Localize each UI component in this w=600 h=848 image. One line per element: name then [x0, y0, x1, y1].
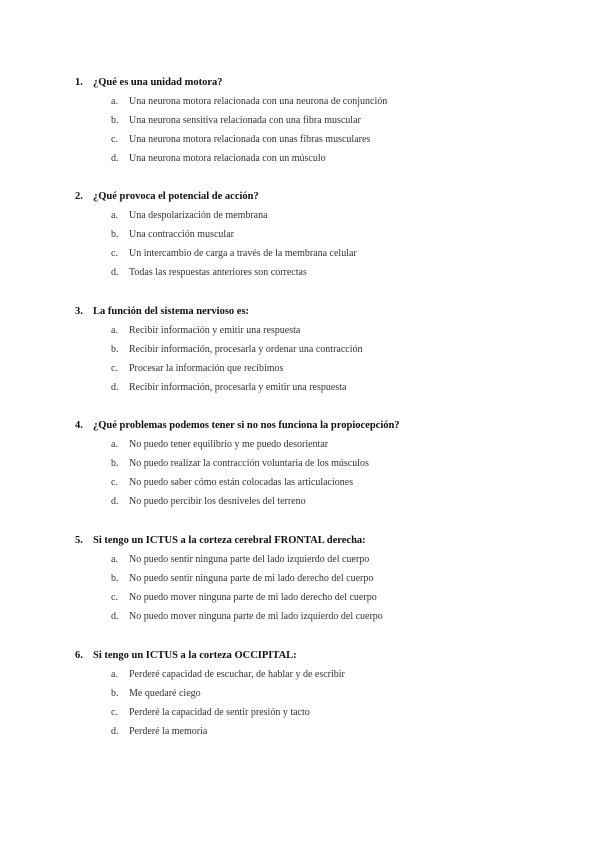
option-letter: c. [111, 363, 118, 374]
option-letter: d. [111, 726, 119, 737]
option-text: Una neurona motora relacionada con un músculo [129, 153, 326, 164]
question-text: Si tengo un ICTUS a la corteza OCCIPITAL: [93, 650, 297, 661]
question-heading [0, 189, 600, 205]
option-letter: d. [111, 611, 119, 622]
answer-option [0, 380, 600, 396]
option-text: Una despolarización de membrana [129, 210, 268, 221]
option-letter: a. [111, 96, 118, 107]
option-letter: c. [111, 592, 118, 603]
option-text: Todas las respuestas anteriores son correctas [129, 267, 307, 278]
answer-option [0, 686, 600, 702]
option-text: Recibir información, procesarla y ordenar una contracción [129, 344, 363, 355]
answer-option [0, 667, 600, 683]
option-letter: a. [111, 554, 118, 565]
answer-option [0, 724, 600, 740]
answer-option [0, 571, 600, 587]
answer-option [0, 113, 600, 129]
answer-option [0, 456, 600, 472]
option-text: Un intercambio de carga a través de la membrana celular [129, 248, 357, 259]
option-text: Recibir información y emitir una respuesta [129, 325, 301, 336]
option-letter: c. [111, 477, 118, 488]
question-text: ¿Qué problemas podemos tener si no nos funciona la propiocepción? [93, 420, 400, 431]
option-letter: a. [111, 439, 118, 450]
option-letter: c. [111, 248, 118, 259]
question-number: 5. [75, 535, 83, 546]
option-text: Perderé la memoria [129, 726, 208, 737]
option-text: No puedo realizar la contracción voluntaria de los músculos [129, 458, 369, 469]
question-heading [0, 75, 600, 91]
option-letter: a. [111, 669, 118, 680]
option-text: Perderé capacidad de escuchar, de hablar y de escribir [129, 669, 345, 680]
answer-option [0, 552, 600, 568]
question-number: 6. [75, 650, 83, 661]
option-letter: b. [111, 115, 119, 126]
answer-option [0, 609, 600, 625]
option-letter: b. [111, 573, 119, 584]
answer-option [0, 227, 600, 243]
option-letter: c. [111, 134, 118, 145]
option-letter: a. [111, 210, 118, 221]
option-text: No puedo tener equilibrio y me puedo desorientar [129, 439, 329, 450]
option-text: Una neurona sensitiva relacionada con una fibra muscular [129, 115, 361, 126]
question-number: 3. [75, 306, 83, 317]
answer-option [0, 151, 600, 167]
option-text: No puedo percibir los desniveles del terreno [129, 496, 306, 507]
answer-option [0, 132, 600, 148]
option-letter: a. [111, 325, 118, 336]
option-text: Perderé la capacidad de sentir presión y tacto [129, 707, 310, 718]
option-letter: b. [111, 344, 119, 355]
option-letter: d. [111, 153, 119, 164]
answer-option [0, 361, 600, 377]
option-letter: b. [111, 229, 119, 240]
option-text: Una neurona motora relacionada con una neurona de conjunción [129, 96, 388, 107]
option-text: Recibir información, procesarla y emitir una respuesta [129, 382, 347, 393]
question-text: Si tengo un ICTUS a la corteza cerebral FRONTAL derecha: [93, 535, 366, 546]
answer-option [0, 494, 600, 510]
option-letter: d. [111, 267, 119, 278]
option-letter: d. [111, 382, 119, 393]
answer-option [0, 323, 600, 339]
answer-option [0, 265, 600, 281]
option-text: Una neurona motora relacionada con unas fibras musculares [129, 134, 371, 145]
question-text: ¿Qué provoca el potencial de acción? [93, 191, 259, 202]
option-letter: b. [111, 688, 119, 699]
answer-option [0, 437, 600, 453]
question-text: La función del sistema nervioso es: [93, 306, 250, 317]
question-heading [0, 533, 600, 549]
answer-option [0, 475, 600, 491]
question-heading [0, 648, 600, 664]
answer-option [0, 94, 600, 110]
option-text: Me quedaré ciego [129, 688, 201, 699]
answer-option [0, 342, 600, 358]
answer-option [0, 208, 600, 224]
answer-option [0, 590, 600, 606]
option-text: No puedo mover ninguna parte de mi lado derecho del cuerpo [129, 592, 377, 603]
option-text: No puedo sentir ninguna parte de mi lado derecho del cuerpo [129, 573, 374, 584]
option-text: Procesar la información que recibimos [129, 363, 284, 374]
question-number: 4. [75, 420, 83, 431]
question-number: 2. [75, 191, 83, 202]
answer-option [0, 705, 600, 721]
question-text: ¿Qué es una unidad motora? [93, 77, 223, 88]
question-number: 1. [75, 77, 83, 88]
option-text: No puedo saber cómo están colocadas las articulaciones [129, 477, 354, 488]
option-text: No puedo sentir ninguna parte del lado izquierdo del cuerpo [129, 554, 370, 565]
question-heading [0, 418, 600, 434]
option-letter: d. [111, 496, 119, 507]
question-heading [0, 304, 600, 320]
option-text: No puedo mover ninguna parte de mi lado izquierdo del cuerpo [129, 611, 383, 622]
option-letter: c. [111, 707, 118, 718]
answer-option [0, 246, 600, 262]
option-letter: b. [111, 458, 119, 469]
option-text: Una contracción muscular [129, 229, 234, 240]
